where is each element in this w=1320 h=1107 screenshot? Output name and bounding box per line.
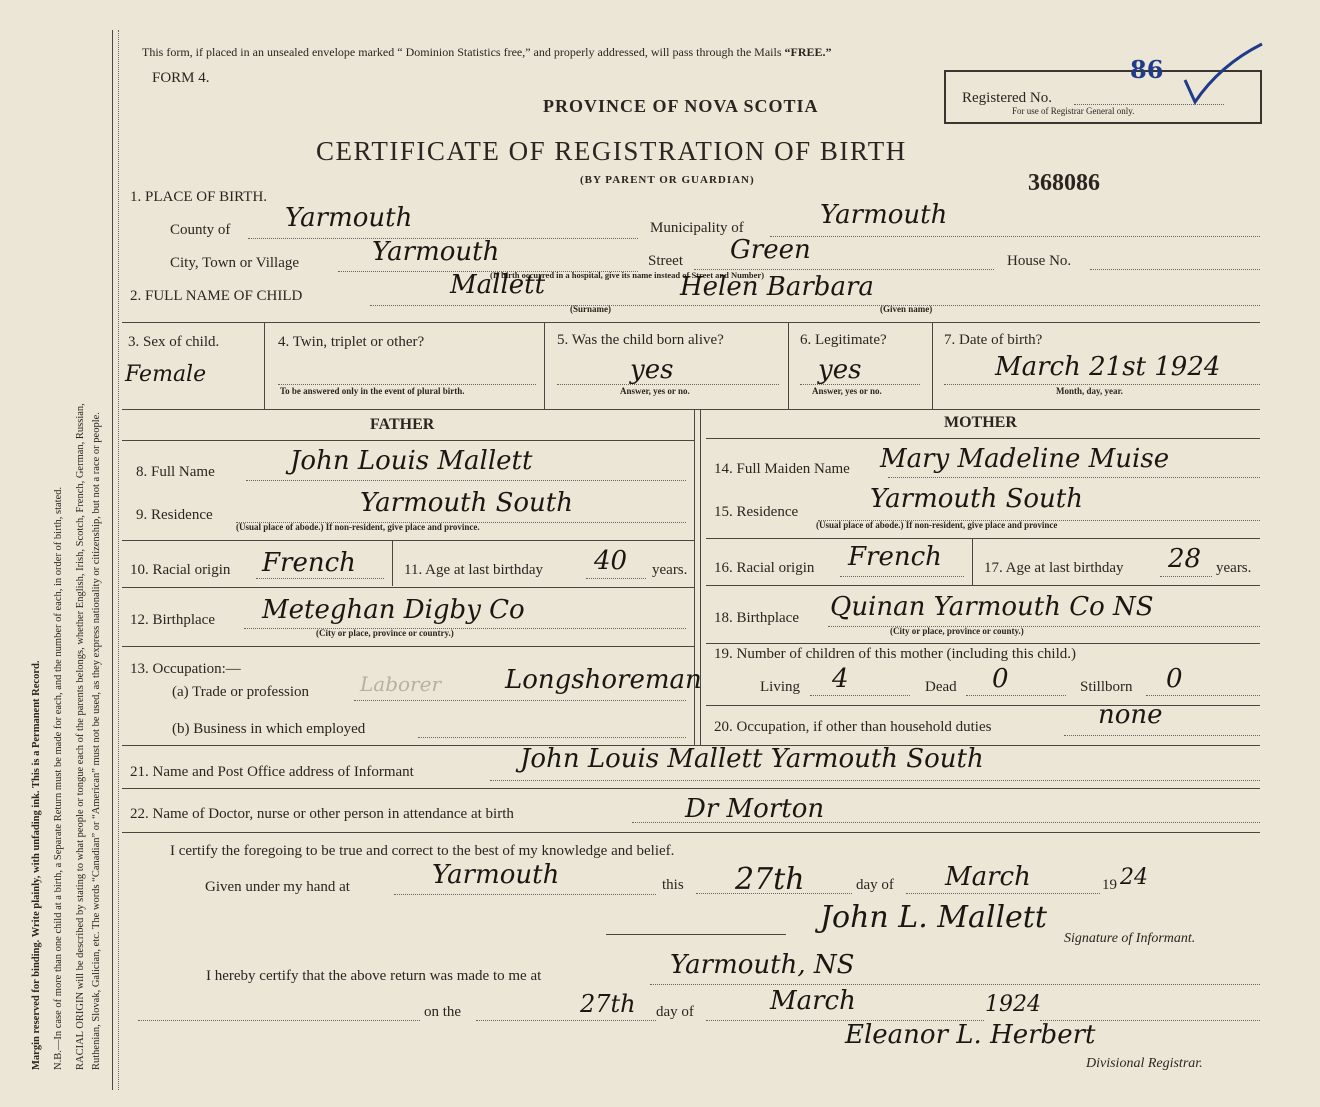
divider xyxy=(122,832,1260,833)
margin-plural-note: N.B.—In case of more than one child at a birth, a Separate Return must be made for each, and the number of each, in order of birth, stated. xyxy=(53,486,64,1070)
dob-note: Month, day, year. xyxy=(1056,386,1123,396)
dead-label: Dead xyxy=(925,679,957,695)
divider xyxy=(706,538,1260,539)
twin-label: 4. Twin, triplet or other? xyxy=(278,334,425,350)
alive-value: yes xyxy=(630,355,674,385)
divider xyxy=(394,894,656,895)
father-residence: Yarmouth South xyxy=(360,488,573,518)
rule-row3-top xyxy=(122,322,1260,323)
registrar-on-label: on the xyxy=(424,1004,462,1020)
divider xyxy=(122,540,694,541)
alive-note: Answer, yes or no. xyxy=(620,386,690,396)
mother-birth-note: (City or place, province or county.) xyxy=(890,626,1024,636)
margin-racial-note-1: RACIAL ORIGIN will be described by stating to what people or tongue each of the parents belongs, whether English, Irish, Scotch, French, German, Russian, xyxy=(75,403,86,1070)
registrar-month: March xyxy=(770,986,856,1016)
doctor-value: Dr Morton xyxy=(685,794,825,824)
divider xyxy=(246,480,686,481)
legit-value: yes xyxy=(818,355,862,385)
registrar-dayof-label: day of xyxy=(656,1004,694,1020)
divider xyxy=(354,700,686,701)
registrar-year: 1924 xyxy=(985,992,1041,1017)
municipality-label: Municipality of xyxy=(650,220,744,236)
margin-racial-note-2: Ruthenian, Slovak, Galician, etc. The words “Canadian” or “American” must not be used, as they express nationality or citizenship, but not a race or people. xyxy=(91,412,102,1070)
county-value: Yarmouth xyxy=(285,203,413,233)
divider xyxy=(122,587,694,588)
divider xyxy=(810,695,910,696)
postal-notice: This form, if placed in an unsealed envelope marked “ Dominion Statistics free,” and properly addressed, will pass through the Mails “FREE.” xyxy=(142,45,832,59)
registrar-signature: Eleanor L. Herbert xyxy=(845,1020,1096,1050)
municipality-line xyxy=(770,236,1260,237)
father-age: 40 xyxy=(594,546,628,576)
child-name-line xyxy=(370,305,1260,306)
certificate-subtitle: (BY PARENT OR GUARDIAN) xyxy=(580,174,755,186)
father-res-label: 9. Residence xyxy=(136,507,213,523)
mother-age: 28 xyxy=(1168,544,1202,574)
divider xyxy=(1160,576,1212,577)
mother-birth-label: 18. Birthplace xyxy=(714,610,799,626)
form-number: FORM 4. xyxy=(152,70,210,86)
divider xyxy=(906,893,1100,894)
hospital-note: (If birth occurred in a hospital, give its name instead of Street and Number) xyxy=(490,270,765,280)
legit-label: 6. Legitimate? xyxy=(800,332,887,348)
registered-note: For use of Registrar General only. xyxy=(1012,106,1135,116)
divider xyxy=(1146,695,1260,696)
divider xyxy=(972,539,973,585)
registered-number-value: 86 xyxy=(1130,55,1164,84)
province-heading: PROVINCE OF NOVA SCOTIA xyxy=(543,96,819,116)
divider xyxy=(244,628,686,629)
dead-value: 0 xyxy=(992,664,1009,694)
child-given-name: Helen Barbara xyxy=(680,272,874,302)
divider xyxy=(490,780,1260,781)
twin-note: To be answered only in the event of plural birth. xyxy=(280,386,465,396)
city-label: City, Town or Village xyxy=(170,255,300,271)
margin-binding-note: Margin reserved for binding. Write plainly, with unfading ink. This is a Permanent Record. xyxy=(31,660,42,1070)
margin-dotted-rule xyxy=(118,30,119,1090)
mother-name: Mary Madeline Muise xyxy=(880,444,1170,474)
father-name-label: 8. Full Name xyxy=(136,464,215,480)
mother-occ-label: 20. Occupation, if other than household duties xyxy=(714,719,992,735)
father-trade-pencil: Laborer xyxy=(360,672,442,696)
stillborn-label: Stillborn xyxy=(1080,679,1133,695)
mother-occ: none xyxy=(1098,700,1163,730)
mother-res-note: (Usual place of abode.) If non-resident, give place and province xyxy=(816,520,1058,530)
father-age-unit: years. xyxy=(652,562,688,578)
dob-label: 7. Date of birth? xyxy=(944,332,1043,348)
informant-label: 21. Name and Post Office address of Informant xyxy=(130,764,414,780)
sex-value: Female xyxy=(125,362,207,387)
given-year-prefix: 19 xyxy=(1102,877,1117,893)
mother-age-label: 17. Age at last birthday xyxy=(984,560,1124,576)
divider xyxy=(706,643,1260,644)
certify-text: I certify the foregoing to be true and correct to the best of my knowledge and belief. xyxy=(170,843,675,859)
father-heading: FATHER xyxy=(370,416,435,433)
certificate-number: 368086 xyxy=(1028,170,1100,196)
municipality-value: Yarmouth xyxy=(820,200,948,230)
father-birthplace: Meteghan Digby Co xyxy=(262,595,525,625)
street-value: Green xyxy=(730,235,811,265)
divider xyxy=(122,440,694,441)
city-value: Yarmouth xyxy=(372,237,500,267)
divider xyxy=(544,323,545,409)
father-trade-label: (a) Trade or profession xyxy=(172,684,310,700)
father-race-label: 10. Racial origin xyxy=(130,562,231,578)
registrar-place: Yarmouth, NS xyxy=(670,950,855,980)
given-place: Yarmouth xyxy=(432,860,560,890)
this-label: this xyxy=(662,877,684,893)
child-name-label: 2. FULL NAME OF CHILD xyxy=(130,288,303,304)
living-value: 4 xyxy=(832,664,849,694)
divider xyxy=(264,323,265,409)
informant-signature: John L. Mallett xyxy=(820,900,1047,935)
dob-value: March 21st 1924 xyxy=(995,352,1221,382)
given-name-note: (Given name) xyxy=(880,304,933,314)
given-day: 27th xyxy=(735,862,805,897)
divider xyxy=(392,541,393,586)
informant-sig-label: Signature of Informant. xyxy=(1064,931,1196,946)
registrar-sig-label: Divisional Registrar. xyxy=(1086,1056,1203,1071)
divider xyxy=(606,934,786,935)
given-year: 24 xyxy=(1120,865,1148,890)
mother-res-label: 15. Residence xyxy=(714,504,799,520)
given-month: March xyxy=(945,862,1031,892)
mother-heading: MOTHER xyxy=(944,414,1017,431)
mother-residence: Yarmouth South xyxy=(870,484,1083,514)
registrar-day: 27th xyxy=(580,990,636,1018)
living-label: Living xyxy=(760,679,800,695)
divider xyxy=(138,1020,420,1021)
divider xyxy=(418,737,686,738)
surname-note: (Surname) xyxy=(570,304,611,314)
mother-race-label: 16. Racial origin xyxy=(714,560,815,576)
checkmark-icon xyxy=(1180,40,1270,110)
mother-age-unit: years. xyxy=(1216,560,1252,576)
margin-rule xyxy=(112,30,113,1090)
mother-name-label: 14. Full Maiden Name xyxy=(714,461,850,477)
father-birth-note: (City or place, province or country.) xyxy=(316,628,454,638)
divider xyxy=(256,578,384,579)
doctor-label: 22. Name of Doctor, nurse or other person in attendance at birth xyxy=(130,806,514,822)
father-race: French xyxy=(262,548,356,578)
children-label: 19. Number of children of this mother (including this child.) xyxy=(714,646,1077,662)
father-birth-label: 12. Birthplace xyxy=(130,612,215,628)
registrar-text: I hereby certify that the above return was made to me at xyxy=(206,968,542,984)
divider xyxy=(706,438,1260,439)
divider xyxy=(706,585,1260,586)
father-name: John Louis Mallett xyxy=(290,446,533,476)
informant-value: John Louis Mallett Yarmouth South xyxy=(520,744,984,774)
sex-label: 3. Sex of child. xyxy=(128,334,220,350)
father-business-label: (b) Business in which employed xyxy=(172,721,366,737)
divider xyxy=(1064,735,1260,736)
divider xyxy=(476,1020,656,1021)
dob-line xyxy=(944,384,1260,385)
divider xyxy=(706,705,1260,706)
house-label: House No. xyxy=(1007,253,1072,269)
street-label: Street xyxy=(648,253,683,269)
divider xyxy=(122,646,694,647)
twin-line xyxy=(278,384,536,385)
place-heading: 1. PLACE OF BIRTH. xyxy=(130,189,268,205)
divider xyxy=(650,984,1260,985)
father-res-note: (Usual place of abode.) If non-resident, give place and province. xyxy=(236,522,480,532)
divider xyxy=(888,477,1260,478)
divider xyxy=(840,576,964,577)
given-label: Given under my hand at xyxy=(205,879,350,895)
stillborn-value: 0 xyxy=(1166,664,1183,694)
rule-parents-top xyxy=(122,409,1260,410)
child-surname: Mallett xyxy=(450,270,546,300)
divider xyxy=(122,788,1260,789)
father-age-label: 11. Age at last birthday xyxy=(404,562,543,578)
divider xyxy=(966,695,1066,696)
certificate-title: CERTIFICATE OF REGISTRATION OF BIRTH xyxy=(316,136,907,166)
mother-birthplace: Quinan Yarmouth Co NS xyxy=(830,592,1154,622)
house-line xyxy=(1090,269,1260,270)
divider xyxy=(932,323,933,409)
divider xyxy=(586,578,646,579)
alive-label: 5. Was the child born alive? xyxy=(557,332,724,348)
father-trade: Longshoreman xyxy=(505,665,702,695)
father-occ-label: 13. Occupation:— xyxy=(130,661,241,677)
divider xyxy=(788,323,789,409)
legit-note: Answer, yes or no. xyxy=(812,386,882,396)
mother-race: French xyxy=(848,542,942,572)
county-label: County of xyxy=(170,222,231,238)
given-dayof-label: day of xyxy=(856,877,894,893)
registered-label: Registered No. xyxy=(962,90,1052,106)
